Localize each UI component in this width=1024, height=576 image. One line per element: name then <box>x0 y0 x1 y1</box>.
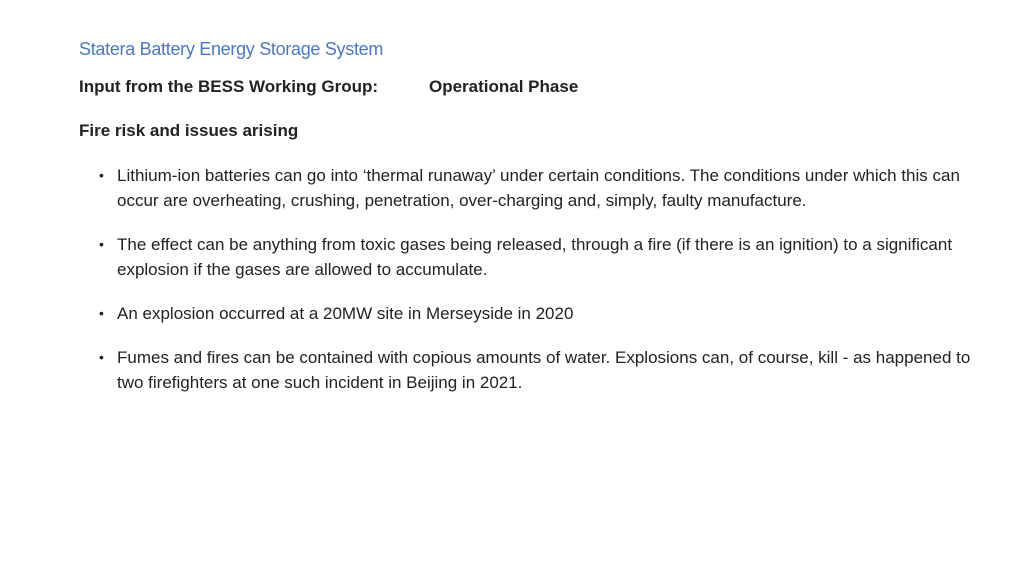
bullet-dot-icon: • <box>99 236 104 252</box>
bullet-dot-icon: • <box>99 167 104 183</box>
bullet-item <box>99 163 979 213</box>
bullet-item <box>99 301 979 326</box>
slide-title: Statera Battery Energy Storage System <box>79 39 384 59</box>
bullet-item <box>99 232 979 282</box>
phase-label: Operational Phase <box>429 77 579 96</box>
bullet-dot-icon: • <box>99 305 104 321</box>
subtitle-row <box>79 77 579 97</box>
bullet-dot-icon: • <box>99 349 104 365</box>
bullet-item <box>99 345 979 395</box>
bullet-text: An explosion occurred at a 20MW site in Merseyside in 2020 <box>117 304 574 323</box>
bullet-text: Lithium-ion batteries can go into ‘thermal runaway’ under certain conditions. The conditions under which this can occur are overheating, crushing, penetration, over-charging and, simply, faulty manufacture. <box>117 166 960 210</box>
bullet-text: The effect can be anything from toxic gases being released, through a fire (if there is an ignition) to a significant explosion if the gases are allowed to accumulate. <box>117 235 953 279</box>
input-label: Input from the BESS Working Group: <box>79 77 379 96</box>
bullet-list <box>99 163 979 414</box>
bullet-text: Fumes and fires can be contained with copious amounts of water. Explosions can, of course, kill - as happened to two firefighters at one such incident in Beijing in 2021. <box>117 348 971 392</box>
section-heading: Fire risk and issues arising <box>79 121 299 140</box>
